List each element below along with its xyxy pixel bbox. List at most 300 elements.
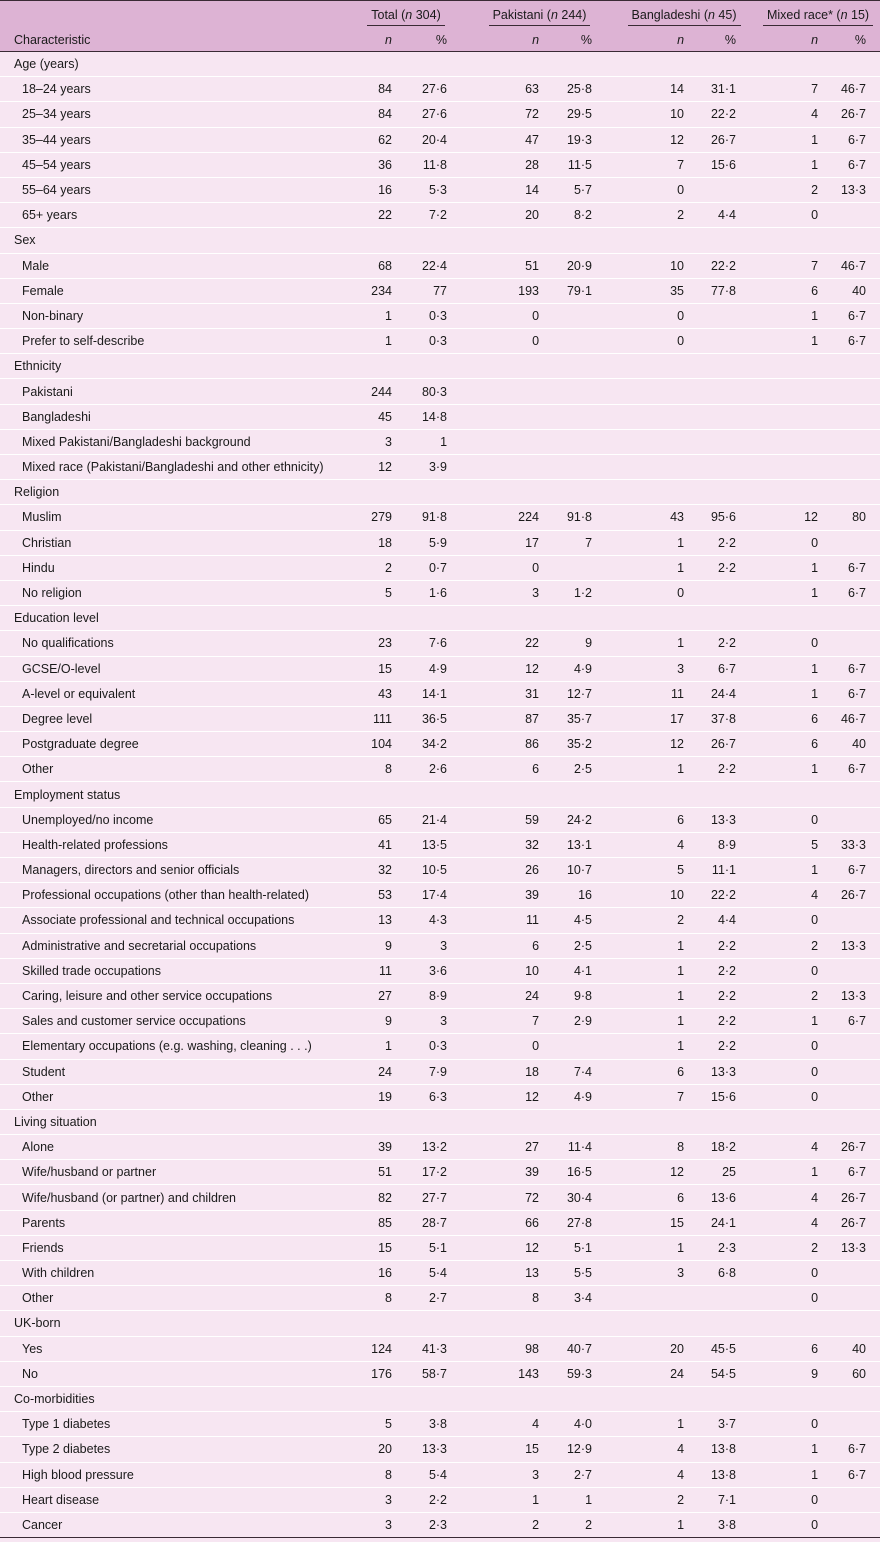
percent-cell: 6·8 — [692, 1261, 756, 1286]
count-cell: 1 — [612, 1034, 692, 1059]
count-cell: 39 — [345, 1135, 400, 1160]
percent-cell — [826, 1386, 880, 1411]
count-cell — [467, 354, 547, 379]
count-cell: 0 — [612, 303, 692, 328]
count-cell: 4 — [756, 883, 826, 908]
count-cell: 1 — [612, 757, 692, 782]
count-cell: 234 — [345, 278, 400, 303]
count-cell: 3 — [345, 1512, 400, 1537]
count-cell: 279 — [345, 505, 400, 530]
count-cell: 7 — [467, 1009, 547, 1034]
count-cell: 0 — [612, 329, 692, 354]
pct-header: % — [724, 33, 737, 47]
percent-cell — [826, 429, 880, 454]
count-cell — [345, 1386, 400, 1411]
category-label: Employment status — [0, 782, 345, 807]
count-cell: 4 — [612, 1437, 692, 1462]
count-cell — [756, 480, 826, 505]
percent-cell: 2·2 — [692, 1009, 756, 1034]
count-cell: 7 — [612, 152, 692, 177]
percent-cell: 27·7 — [400, 1185, 467, 1210]
table-row — [0, 253, 880, 278]
row-label: Parents — [0, 1210, 345, 1235]
count-cell: 0 — [467, 303, 547, 328]
count-cell — [345, 606, 400, 631]
row-label: Elementary occupations (e.g. washing, cleaning . . .) — [0, 1034, 345, 1059]
count-cell: 4 — [467, 1412, 547, 1437]
percent-cell: 11·8 — [400, 152, 467, 177]
count-cell — [467, 379, 547, 404]
count-cell — [467, 606, 547, 631]
table-row — [0, 1034, 880, 1059]
percent-cell: 0·3 — [400, 1034, 467, 1059]
row-label: Mixed race (Pakistani/Bangladeshi and other ethnicity) — [0, 455, 345, 480]
table-row — [0, 706, 880, 731]
count-cell — [467, 404, 547, 429]
row-label: Male — [0, 253, 345, 278]
count-cell: 72 — [467, 1185, 547, 1210]
percent-cell: 4·9 — [547, 1084, 612, 1109]
count-cell: 13 — [345, 908, 400, 933]
count-cell: 43 — [612, 505, 692, 530]
table-row — [0, 77, 880, 102]
table-row — [0, 429, 880, 454]
table-row — [0, 1059, 880, 1084]
count-cell: 1 — [612, 555, 692, 580]
category-row — [0, 1311, 880, 1336]
percent-cell: 3·6 — [400, 958, 467, 983]
table-row — [0, 1261, 880, 1286]
percent-cell — [826, 958, 880, 983]
percent-cell: 6·7 — [692, 656, 756, 681]
table-row — [0, 732, 880, 757]
percent-cell: 2·2 — [692, 757, 756, 782]
percent-cell — [826, 1261, 880, 1286]
table-row — [0, 505, 880, 530]
count-cell: 20 — [345, 1437, 400, 1462]
count-cell: 1 — [345, 329, 400, 354]
count-cell: 3 — [345, 1487, 400, 1512]
count-cell — [756, 1386, 826, 1411]
count-cell: 6 — [612, 807, 692, 832]
percent-cell: 22·2 — [692, 253, 756, 278]
count-cell — [756, 606, 826, 631]
percent-cell — [826, 480, 880, 505]
percent-cell: 59·3 — [547, 1361, 612, 1386]
percent-cell: 2·7 — [400, 1286, 467, 1311]
percent-cell: 31·1 — [692, 77, 756, 102]
percent-cell: 3·8 — [692, 1512, 756, 1537]
percent-cell: 6·7 — [826, 1437, 880, 1462]
percent-cell: 2·2 — [692, 933, 756, 958]
percent-cell: 13·1 — [547, 832, 612, 857]
count-cell: 32 — [345, 858, 400, 883]
count-cell: 26 — [467, 858, 547, 883]
row-label: Degree level — [0, 706, 345, 731]
count-cell: 5 — [345, 580, 400, 605]
percent-cell — [826, 1487, 880, 1512]
count-cell: 1 — [612, 1512, 692, 1537]
count-cell: 12 — [612, 127, 692, 152]
percent-cell: 40·7 — [547, 1336, 612, 1361]
percent-cell — [692, 228, 756, 253]
count-cell: 2 — [756, 177, 826, 202]
percent-cell: 13·5 — [400, 832, 467, 857]
table-row — [0, 555, 880, 580]
count-cell — [612, 1286, 692, 1311]
table-header — [0, 1, 880, 52]
percent-cell: 5·3 — [400, 177, 467, 202]
percent-cell: 3·9 — [400, 455, 467, 480]
percent-cell: 22·2 — [692, 883, 756, 908]
row-label: Pakistani — [0, 379, 345, 404]
count-cell: 24 — [345, 1059, 400, 1084]
count-cell — [756, 455, 826, 480]
row-label: Type 1 diabetes — [0, 1412, 345, 1437]
percent-cell: 5·1 — [547, 1235, 612, 1260]
count-cell — [612, 404, 692, 429]
table-row — [0, 203, 880, 228]
row-label: Wife/husband or partner — [0, 1160, 345, 1185]
percent-cell: 22·2 — [692, 102, 756, 127]
count-cell: 1 — [612, 933, 692, 958]
percent-cell — [400, 480, 467, 505]
percent-cell — [547, 455, 612, 480]
count-cell: 0 — [756, 1512, 826, 1537]
percent-cell — [826, 1109, 880, 1134]
count-cell — [467, 429, 547, 454]
percent-cell — [547, 228, 612, 253]
percent-cell: 9·8 — [547, 983, 612, 1008]
category-row — [0, 782, 880, 807]
table-row — [0, 303, 880, 328]
count-cell: 0 — [756, 958, 826, 983]
row-label: Muslim — [0, 505, 345, 530]
percent-cell — [547, 429, 612, 454]
percent-cell: 13·3 — [692, 1059, 756, 1084]
percent-cell — [826, 908, 880, 933]
count-cell: 6 — [756, 732, 826, 757]
row-label: Postgraduate degree — [0, 732, 345, 757]
percent-cell: 2·2 — [692, 983, 756, 1008]
count-cell: 12 — [345, 455, 400, 480]
row-label: Heart disease — [0, 1487, 345, 1512]
percent-cell: 15·6 — [692, 1084, 756, 1109]
percent-cell: 36·5 — [400, 706, 467, 731]
count-cell: 86 — [467, 732, 547, 757]
percent-cell: 5·7 — [547, 177, 612, 202]
percent-cell: 14·8 — [400, 404, 467, 429]
percent-cell — [692, 303, 756, 328]
count-cell: 68 — [345, 253, 400, 278]
category-row — [0, 606, 880, 631]
table-row — [0, 329, 880, 354]
count-cell: 2 — [612, 1487, 692, 1512]
count-cell: 6 — [467, 757, 547, 782]
percent-cell — [826, 1034, 880, 1059]
count-cell — [345, 354, 400, 379]
count-cell: 10 — [612, 883, 692, 908]
percent-cell: 0·3 — [400, 303, 467, 328]
row-label: Administrative and secretarial occupations — [0, 933, 345, 958]
percent-cell: 91·8 — [547, 505, 612, 530]
percent-cell: 16·5 — [547, 1160, 612, 1185]
percent-cell: 7·2 — [400, 203, 467, 228]
count-cell — [467, 480, 547, 505]
count-cell: 2 — [756, 983, 826, 1008]
count-cell: 1 — [756, 555, 826, 580]
count-cell: 2 — [612, 203, 692, 228]
percent-cell — [547, 555, 612, 580]
percent-cell: 22·4 — [400, 253, 467, 278]
count-cell: 1 — [756, 1009, 826, 1034]
percent-cell — [692, 429, 756, 454]
percent-cell: 30·4 — [547, 1185, 612, 1210]
percent-cell: 2·2 — [692, 1034, 756, 1059]
percent-cell: 13·3 — [826, 933, 880, 958]
row-label: Prefer to self-describe — [0, 329, 345, 354]
count-cell: 65 — [345, 807, 400, 832]
count-cell — [612, 455, 692, 480]
row-label: With children — [0, 1261, 345, 1286]
percent-cell — [400, 228, 467, 253]
table-row — [0, 102, 880, 127]
row-label: Student — [0, 1059, 345, 1084]
category-row — [0, 354, 880, 379]
percent-cell: 46·7 — [826, 77, 880, 102]
count-cell: 10 — [467, 958, 547, 983]
count-cell — [467, 1386, 547, 1411]
percent-cell: 2·7 — [547, 1462, 612, 1487]
count-cell: 18 — [467, 1059, 547, 1084]
percent-cell — [547, 606, 612, 631]
percent-cell — [400, 354, 467, 379]
count-cell: 10 — [612, 253, 692, 278]
count-cell: 12 — [612, 1160, 692, 1185]
table-row — [0, 883, 880, 908]
percent-cell — [547, 329, 612, 354]
percent-cell: 40 — [826, 1336, 880, 1361]
percent-cell — [692, 1109, 756, 1134]
count-cell: 24 — [467, 983, 547, 1008]
percent-cell: 15·6 — [692, 152, 756, 177]
percent-cell — [547, 480, 612, 505]
count-cell: 20 — [612, 1336, 692, 1361]
percent-cell: 7·9 — [400, 1059, 467, 1084]
count-cell: 4 — [756, 1185, 826, 1210]
count-cell: 63 — [467, 77, 547, 102]
count-cell: 1 — [467, 1487, 547, 1512]
count-cell — [612, 429, 692, 454]
percent-cell: 2·2 — [692, 555, 756, 580]
percent-cell — [826, 606, 880, 631]
percent-cell: 35·2 — [547, 732, 612, 757]
count-cell: 2 — [612, 908, 692, 933]
percent-cell: 26·7 — [692, 732, 756, 757]
percent-cell — [547, 1034, 612, 1059]
count-cell: 2 — [467, 1512, 547, 1537]
percent-cell: 24·4 — [692, 681, 756, 706]
table-row — [0, 1185, 880, 1210]
count-cell: 98 — [467, 1336, 547, 1361]
row-label: Mixed Pakistani/Bangladeshi background — [0, 429, 345, 454]
count-cell: 1 — [756, 757, 826, 782]
percent-cell: 2·6 — [400, 757, 467, 782]
group-header-total: Total (n 304) — [345, 1, 467, 30]
count-cell: 1 — [345, 303, 400, 328]
count-cell — [612, 228, 692, 253]
percent-cell: 4·4 — [692, 908, 756, 933]
percent-cell: 2·2 — [692, 631, 756, 656]
category-row — [0, 228, 880, 253]
count-cell: 12 — [756, 505, 826, 530]
row-label: A-level or equivalent — [0, 681, 345, 706]
count-cell: 9 — [345, 933, 400, 958]
percent-cell: 13·3 — [826, 1235, 880, 1260]
category-row — [0, 1386, 880, 1411]
count-cell: 8 — [467, 1286, 547, 1311]
percent-cell: 6·7 — [826, 757, 880, 782]
percent-cell: 35·7 — [547, 706, 612, 731]
count-cell — [345, 1109, 400, 1134]
percent-cell: 4·0 — [547, 1412, 612, 1437]
row-label: Skilled trade occupations — [0, 958, 345, 983]
table-row — [0, 757, 880, 782]
count-cell: 6 — [467, 933, 547, 958]
count-cell: 7 — [756, 253, 826, 278]
count-cell: 1 — [756, 303, 826, 328]
table-row — [0, 656, 880, 681]
row-label: Friends — [0, 1235, 345, 1260]
table-row — [0, 908, 880, 933]
percent-cell — [400, 606, 467, 631]
count-cell: 1 — [612, 530, 692, 555]
count-cell: 1 — [756, 329, 826, 354]
count-cell: 8 — [612, 1135, 692, 1160]
percent-cell: 2·2 — [692, 530, 756, 555]
percent-cell — [826, 1286, 880, 1311]
count-cell: 1 — [612, 958, 692, 983]
percent-cell — [826, 354, 880, 379]
percent-cell — [692, 177, 756, 202]
percent-cell: 17·4 — [400, 883, 467, 908]
count-cell: 6 — [612, 1059, 692, 1084]
table-row — [0, 1462, 880, 1487]
row-label: 65+ years — [0, 203, 345, 228]
percent-cell — [826, 807, 880, 832]
count-cell: 1 — [756, 656, 826, 681]
category-label: Education level — [0, 606, 345, 631]
percent-cell: 1 — [400, 429, 467, 454]
count-cell: 11 — [467, 908, 547, 933]
category-label: Sex — [0, 228, 345, 253]
table-row — [0, 631, 880, 656]
percent-cell: 3 — [400, 933, 467, 958]
percent-cell: 7 — [547, 530, 612, 555]
count-cell — [612, 782, 692, 807]
table-row — [0, 152, 880, 177]
count-cell: 5 — [756, 832, 826, 857]
count-cell: 11 — [612, 681, 692, 706]
percent-cell: 26·7 — [826, 883, 880, 908]
percent-cell: 91·8 — [400, 505, 467, 530]
percent-cell: 20·9 — [547, 253, 612, 278]
count-cell: 1 — [756, 127, 826, 152]
table-row — [0, 278, 880, 303]
percent-cell: 27·6 — [400, 102, 467, 127]
row-label: Hindu — [0, 555, 345, 580]
percent-cell: 2·3 — [400, 1512, 467, 1537]
count-cell: 32 — [467, 832, 547, 857]
row-label: No — [0, 1361, 345, 1386]
percent-cell — [692, 782, 756, 807]
category-label: UK-born — [0, 1311, 345, 1336]
count-cell — [467, 782, 547, 807]
percent-cell — [547, 303, 612, 328]
row-label: Sales and customer service occupations — [0, 1009, 345, 1034]
category-label: Religion — [0, 480, 345, 505]
percent-cell: 26·7 — [826, 1135, 880, 1160]
count-cell: 22 — [345, 203, 400, 228]
row-label: Yes — [0, 1336, 345, 1361]
percent-cell — [692, 1286, 756, 1311]
percent-cell: 1·6 — [400, 580, 467, 605]
count-cell: 1 — [612, 983, 692, 1008]
count-cell: 8 — [345, 757, 400, 782]
count-cell: 6 — [756, 278, 826, 303]
count-cell: 1 — [756, 858, 826, 883]
count-cell: 20 — [467, 203, 547, 228]
percent-cell: 7·6 — [400, 631, 467, 656]
count-cell — [756, 782, 826, 807]
percent-cell — [547, 379, 612, 404]
percent-cell — [400, 1311, 467, 1336]
percent-cell: 80 — [826, 505, 880, 530]
percent-cell: 13·8 — [692, 1462, 756, 1487]
row-label: Other — [0, 1084, 345, 1109]
percent-cell: 12·7 — [547, 681, 612, 706]
count-cell — [612, 1311, 692, 1336]
percent-cell: 40 — [826, 732, 880, 757]
count-cell: 1 — [756, 681, 826, 706]
percent-cell — [400, 52, 467, 77]
percent-cell: 6·7 — [826, 1462, 880, 1487]
count-cell: 8 — [345, 1462, 400, 1487]
percent-cell: 1·2 — [547, 580, 612, 605]
percent-cell — [547, 354, 612, 379]
count-cell: 2 — [756, 1235, 826, 1260]
percent-cell: 8·9 — [400, 983, 467, 1008]
percent-cell: 6·7 — [826, 1160, 880, 1185]
percent-cell: 2·9 — [547, 1009, 612, 1034]
count-cell: 28 — [467, 152, 547, 177]
n-header: n — [532, 33, 540, 47]
percent-cell: 33·3 — [826, 832, 880, 857]
row-label: Wife/husband (or partner) and children — [0, 1185, 345, 1210]
percent-cell: 3·7 — [692, 1412, 756, 1437]
table-row — [0, 1512, 880, 1537]
count-cell — [612, 52, 692, 77]
count-cell: 2 — [756, 933, 826, 958]
percent-cell: 2·3 — [692, 1235, 756, 1260]
count-cell: 31 — [467, 681, 547, 706]
table-row — [0, 958, 880, 983]
percent-cell: 13·6 — [692, 1185, 756, 1210]
count-cell: 35 — [612, 278, 692, 303]
percent-cell — [692, 455, 756, 480]
count-cell — [756, 354, 826, 379]
percent-cell: 13·3 — [826, 983, 880, 1008]
